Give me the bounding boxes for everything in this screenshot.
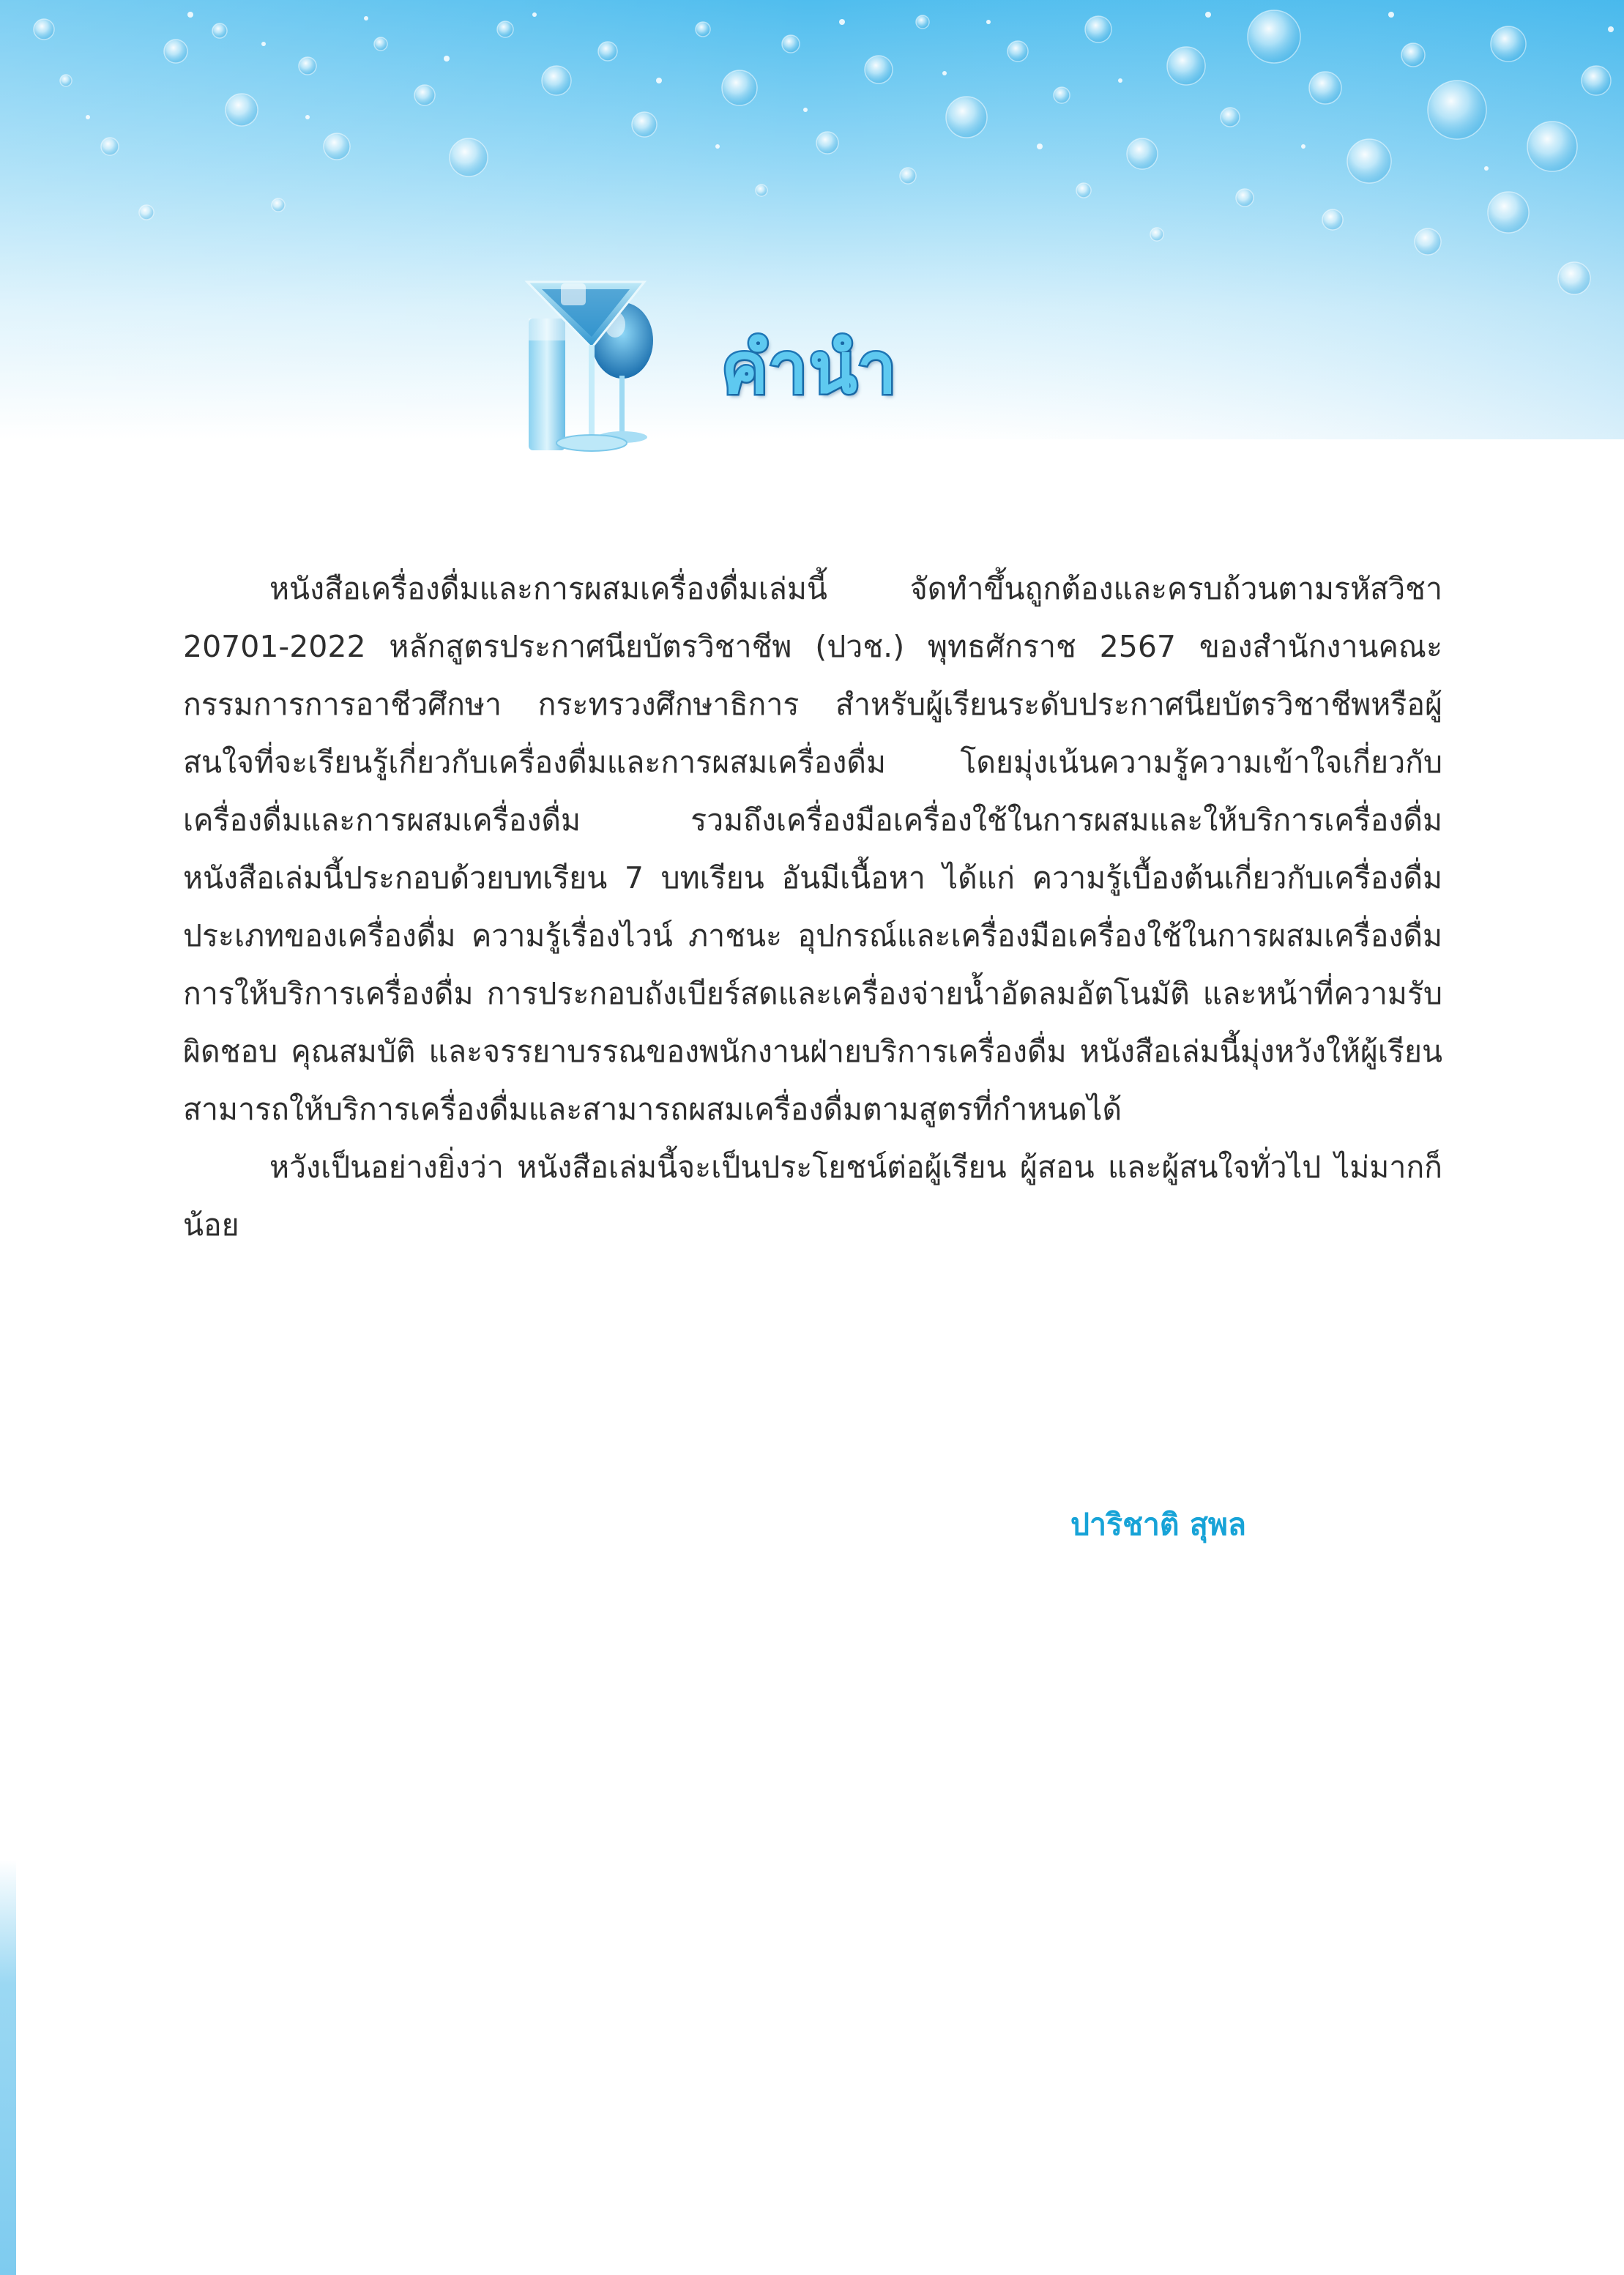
preface-paragraph: หวังเป็นอย่างยิ่งว่า หนังสือเล่มนี้จะเป็นประโยชน์ต่อผู้เรียน ผู้สอน และผู้สนใจทั่วไป ไม่มากก็น้อย (183, 1150, 1442, 1243)
page-title: คำนำ (721, 327, 898, 409)
preface-body (183, 560, 1442, 1254)
cocktail-glasses-icon (513, 267, 674, 472)
decorative-edge (0, 1860, 16, 2275)
author-signature: ปาริชาติ สุพล (1070, 1507, 1246, 1542)
preface-paragraph: หนังสือเครื่องดื่มและการผสมเครื่องดื่มเล่มนี้ จัดทำขึ้นถูกต้องและครบถ้วนตามรหัสวิชา 20701-2022 หลักสูตรประกาศนียบัตรวิชาชีพ (ปวช.) พุทธศักราช 2567 ของสำนักงานคณะกรรมการการอาชีวศึกษา กระทรวงศึกษาธิการ สำหรับผู้เรียนระดับประกาศนียบัตรวิชาชีพหรือผู้สนใจที่จะเรียนรู้เกี่ยวกับเครื่องดื่มและการผสมเครื่องดื่ม โดยมุ่งเน้นความรู้ความเข้าใจเกี่ยวกับเครื่องดื่มและการผสมเครื่องดื่ม รวมถึงเครื่องมือเครื่องใช้ในการผสมและให้บริการเครื่องดื่ม หนังสือเล่มนี้ประกอบด้วยบทเรียน 7 บทเรียน อันมีเนื้อหา ได้แก่ ความรู้เบื้องต้นเกี่ยวกับเครื่องดื่ม ประเภทของเครื่องดื่ม ความรู้เรื่องไวน์ ภาชนะ อุปกรณ์และเครื่องมือเครื่องใช้ในการผสมเครื่องดื่ม การให้บริการเครื่องดื่ม การประกอบถังเบียร์สดและเครื่องจ่ายน้ำอัดลมอัตโนมัติ และหน้าที่ความรับผิดชอบ คุณสมบัติ และจรรยาบรรณของพนักงานฝ่ายบริการเครื่องดื่ม หนังสือเล่มนี้มุ่งหวังให้ผู้เรียนสามารถให้บริการเครื่องดื่มและสามารถผสมเครื่องดื่มตามสูตรที่กำหนดได้ (183, 571, 1442, 1127)
